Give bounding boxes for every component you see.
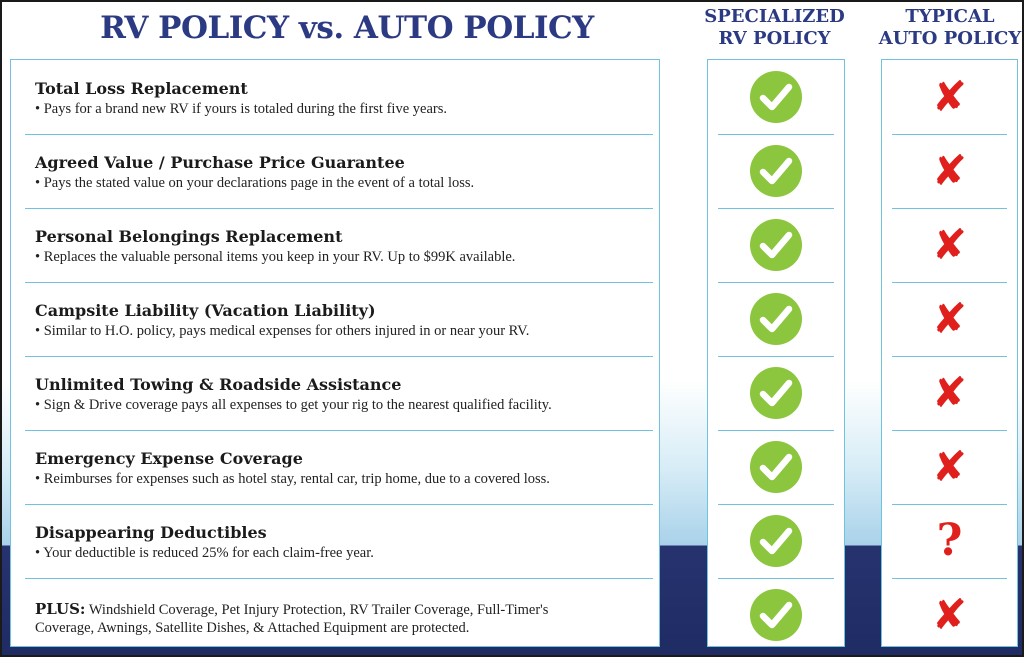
feature-description: • Pays the stated value on your declarations page in the event of a total loss. [35, 175, 475, 191]
page-title: RV POLICY vs. AUTO POLICY [100, 10, 594, 46]
column-header-rv-policy [702, 6, 847, 50]
auto-cell [882, 282, 1017, 356]
rv-policy-column [707, 59, 845, 647]
rv-cell [708, 430, 844, 504]
feature-row-campsite-liability [11, 282, 661, 356]
x-icon: ✘ [931, 590, 968, 639]
column-header-rv-line1: SPECIALIZED [704, 6, 845, 27]
auto-cell [882, 208, 1017, 282]
feature-description: • Pays for a brand new RV if yours is totaled during the first five years. [35, 101, 447, 117]
rv-cell [708, 134, 844, 208]
feature-title: Emergency Expense Coverage [35, 449, 303, 468]
auto-policy-column [881, 59, 1018, 647]
feature-title: Total Loss Replacement [35, 79, 248, 98]
plus-label: PLUS: [35, 600, 86, 618]
x-icon: ✘ [931, 368, 968, 417]
rv-cell [708, 282, 844, 356]
feature-row-agreed-value [11, 134, 661, 208]
feature-description: • Reimburses for expenses such as hotel stay, rental car, trip home, due to a covered loss. [35, 471, 550, 487]
feature-title: Disappearing Deductibles [35, 523, 267, 542]
feature-title: Campsite Liability (Vacation Liability) [35, 301, 376, 320]
feature-title: Personal Belongings Replacement [35, 227, 343, 246]
features-panel [10, 59, 660, 647]
rv-cell [708, 208, 844, 282]
question-icon: ? [936, 515, 963, 566]
check-icon [750, 71, 802, 123]
column-header-rv-line2: RV POLICY [718, 28, 831, 49]
check-icon [750, 441, 802, 493]
feature-description: • Your deductible is reduced 25% for each claim-free year. [35, 545, 374, 561]
feature-row-emergency-expense [11, 430, 661, 504]
check-icon [750, 515, 802, 567]
rv-cell [708, 356, 844, 430]
auto-cell [882, 60, 1017, 134]
feature-row-disappearing-deductibles [11, 504, 661, 578]
x-icon: ✘ [931, 72, 968, 121]
x-icon: ✘ [931, 442, 968, 491]
auto-cell [882, 356, 1017, 430]
rv-cell [708, 578, 844, 652]
auto-cell [882, 504, 1017, 578]
x-icon: ✘ [931, 220, 968, 269]
plus-line1: Windshield Coverage, Pet Injury Protection, RV Trailer Coverage, Full-Timer's [85, 602, 549, 618]
x-icon: ✘ [931, 294, 968, 343]
x-icon: ✘ [931, 146, 968, 195]
feature-title: Agreed Value / Purchase Price Guarantee [35, 153, 405, 172]
feature-row-towing [11, 356, 661, 430]
feature-description: • Sign & Drive coverage pays all expenses to get your rig to the nearest qualified facility. [35, 397, 552, 413]
check-icon [750, 367, 802, 419]
check-icon [750, 219, 802, 271]
feature-description: • Replaces the valuable personal items you keep in your RV. Up to $99K available. [35, 249, 516, 265]
auto-cell [882, 134, 1017, 208]
rv-cell [708, 60, 844, 134]
rv-cell [708, 504, 844, 578]
auto-cell [882, 430, 1017, 504]
plus-line2: Coverage, Awnings, Satellite Dishes, & Attached Equipment are protected. [35, 620, 470, 636]
check-icon [750, 589, 802, 641]
feature-title: Unlimited Towing & Roadside Assistance [35, 375, 402, 394]
column-header-auto-line2: AUTO POLICY [878, 28, 1022, 49]
check-icon [750, 145, 802, 197]
column-header-auto-line1: TYPICAL [905, 6, 995, 27]
feature-row-personal-belongings [11, 208, 661, 282]
feature-row-total-loss [11, 60, 661, 134]
feature-description: • Similar to H.O. policy, pays medical expenses for others injured in or near your RV. [35, 323, 530, 339]
check-icon [750, 293, 802, 345]
auto-cell [882, 578, 1017, 652]
column-header-auto-policy [874, 6, 1024, 50]
feature-row-plus [11, 578, 661, 648]
